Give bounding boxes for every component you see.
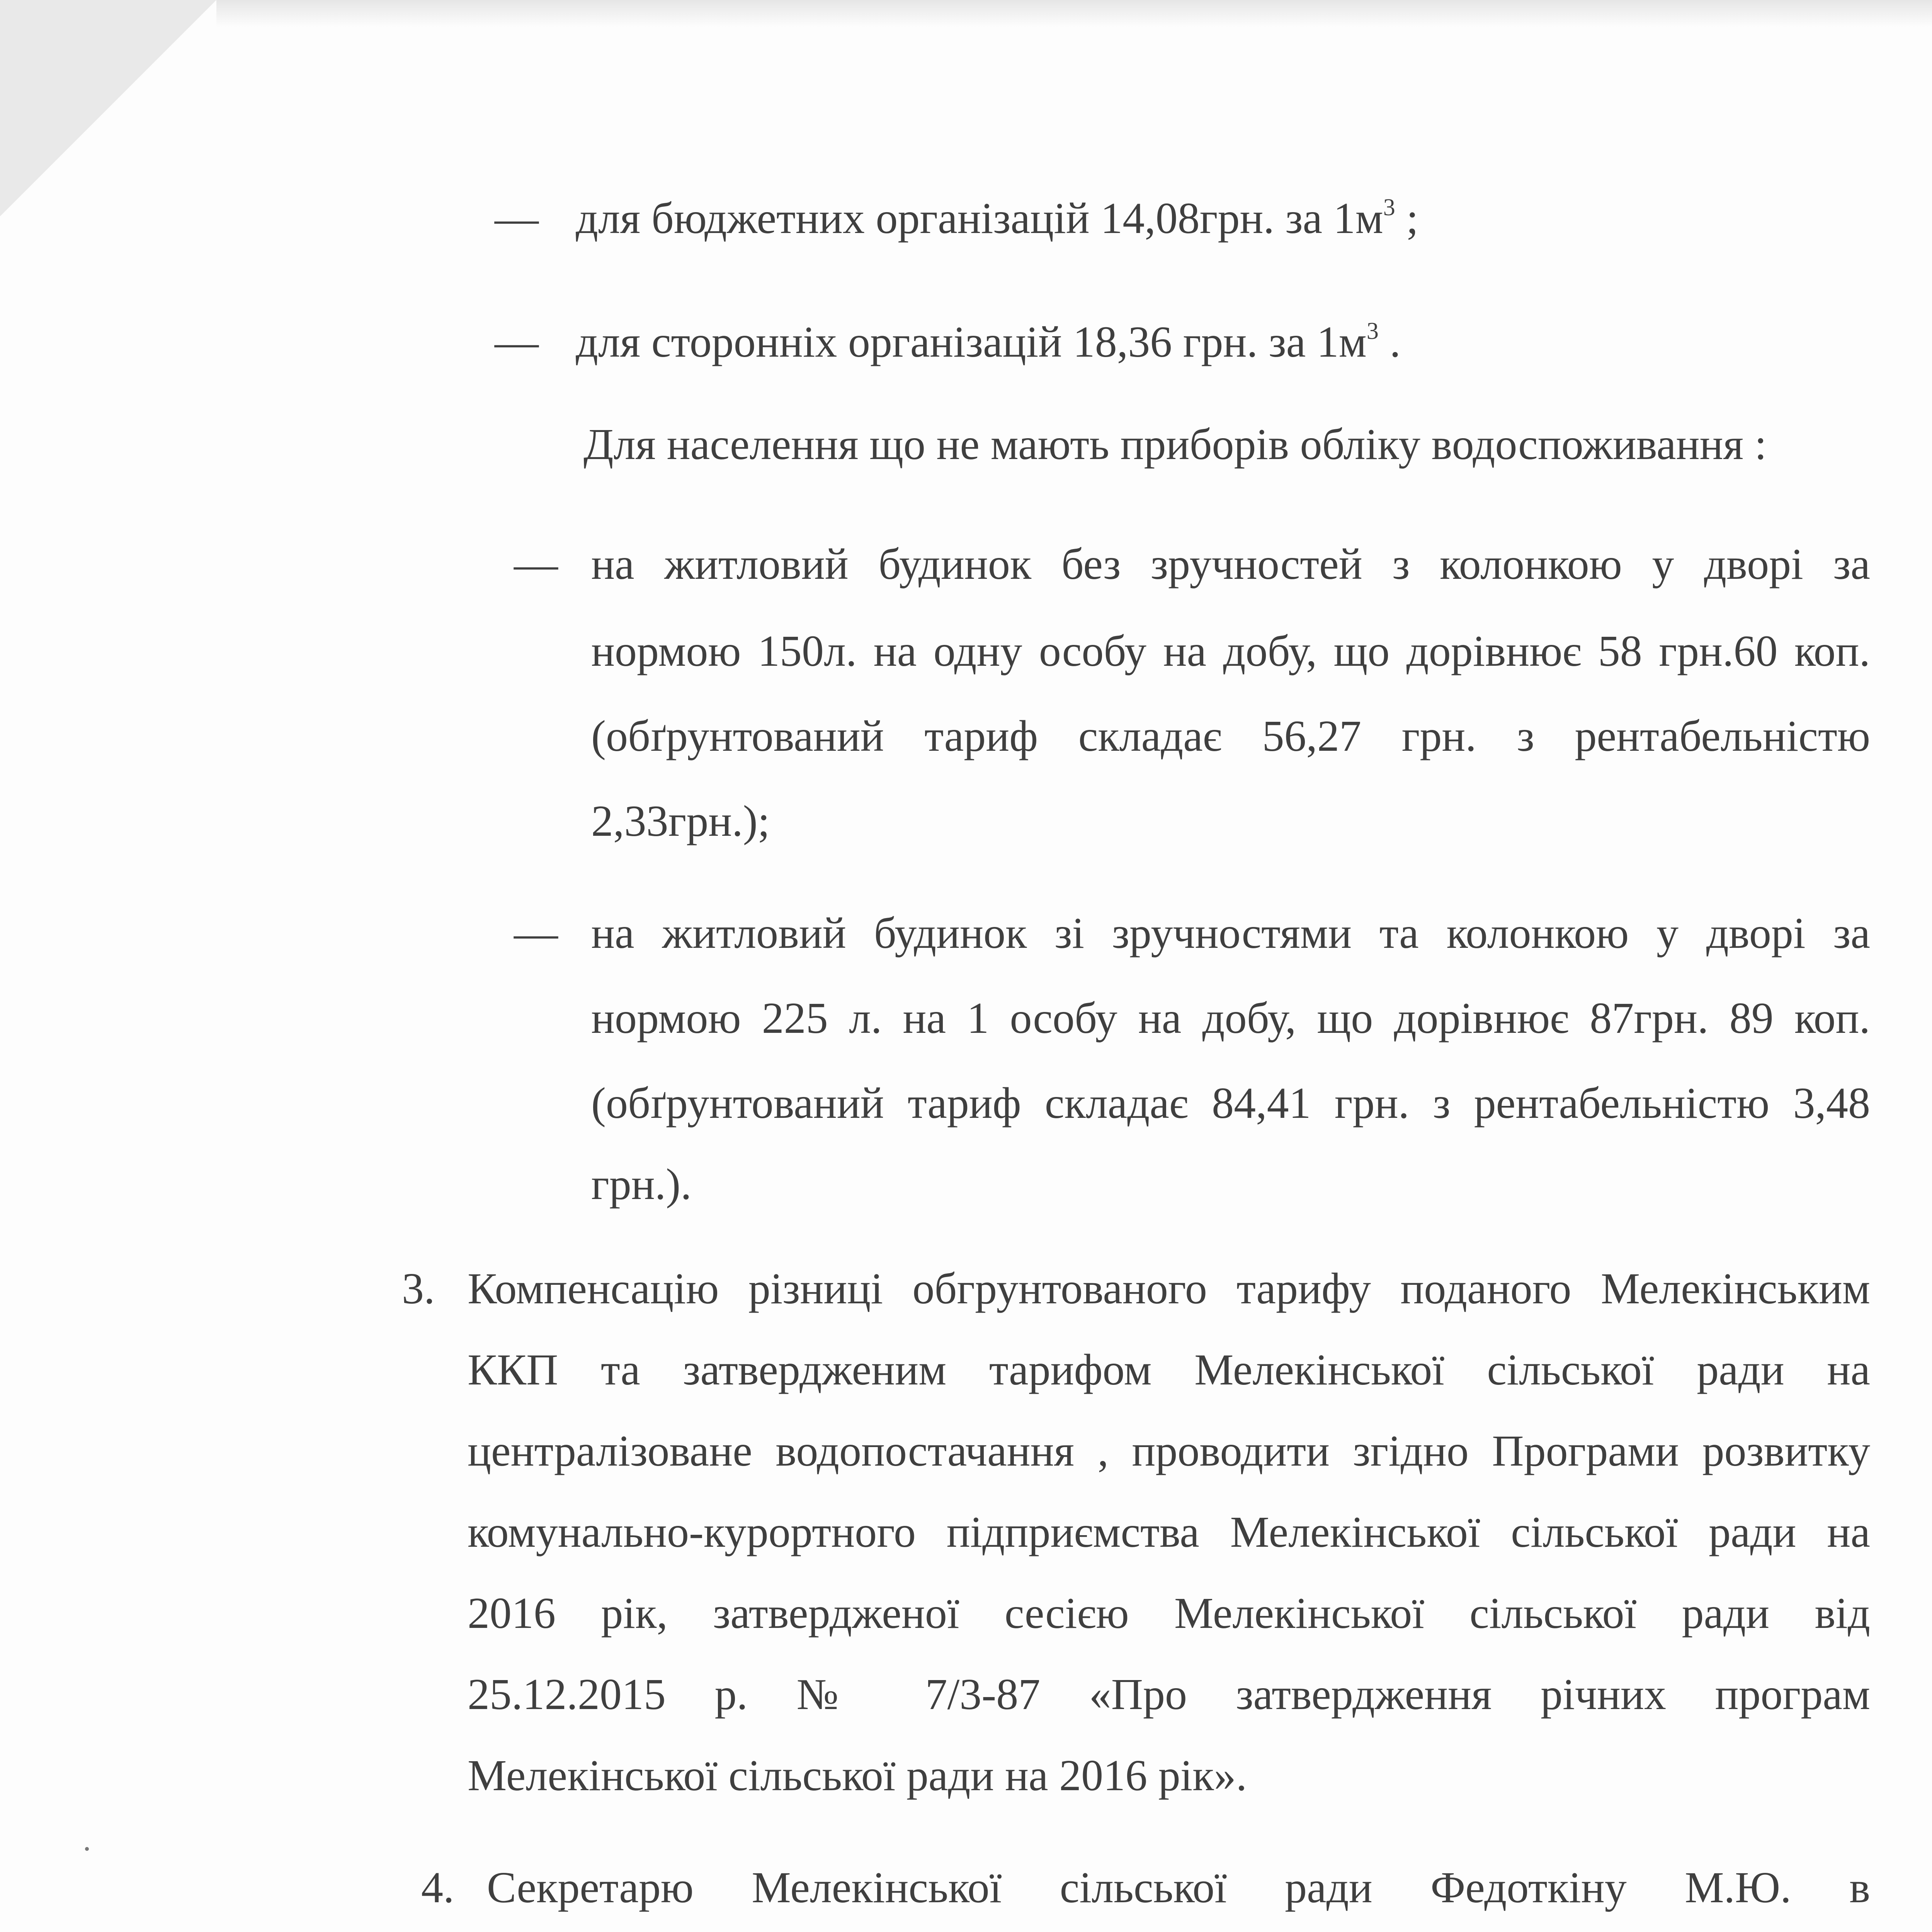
- point-4-number: 4.: [421, 1863, 454, 1912]
- population-item2-line3: (обґрунтований тариф складає 84,41 грн. з рентабельністю 3,48: [591, 1078, 1870, 1128]
- point-3-number: 3.: [402, 1264, 435, 1313]
- population-item1-line2: нормою 150л. на одну особу на добу, що дорівнює 58 грн.60 коп.: [591, 626, 1870, 675]
- point-3-line1: Компенсацію різниці обгрунтованого тарифу поданого Мелекінським: [468, 1264, 1870, 1313]
- population-item1-line3: (обґрунтований тариф складає 56,27 грн. з рентабельністю: [591, 711, 1870, 760]
- population-item2-line4: грн.).: [591, 1160, 692, 1209]
- point-3-line2: ККП та затвердженим тарифом Мелекінської сільської ради на: [468, 1345, 1870, 1394]
- list-dash: —: [495, 317, 539, 366]
- tariff-third-party-line: [576, 313, 1401, 371]
- cubic-superscript: 3: [1383, 194, 1395, 221]
- tariff-third-party-tail: .: [1389, 317, 1401, 366]
- population-item2-line1: на житловий будинок зі зручностями та колонкою у дворі за: [591, 908, 1870, 957]
- point-3-line6: 25.12.2015 р. № 7/3-87 «Про затвердження річних програм: [468, 1670, 1870, 1719]
- list-dash: —: [495, 194, 539, 243]
- tariff-budget-line: [576, 189, 1418, 247]
- point-3-line5: 2016 рік, затвердженої сесією Мелекінської сільської ради від: [468, 1588, 1870, 1638]
- tariff-budget-tail: ;: [1406, 194, 1418, 243]
- point-4-line1: Секретарю Мелекінської сільської ради Федоткіну М.Ю. в: [487, 1863, 1870, 1912]
- point-3-line3: централізоване водопостачання , проводити згідно Програми розвитку: [468, 1426, 1870, 1475]
- population-item1-line4: 2,33грн.);: [591, 796, 770, 845]
- point-3-line7: Мелекінської сільської ради на 2016 рік».: [468, 1751, 1247, 1800]
- population-item1-line1: на житловий будинок без зручностей з колонкою у дворі за: [591, 539, 1870, 588]
- list-dash: —: [514, 539, 558, 588]
- population-item2-line2: нормою 225 л. на 1 особу на добу, що дорівнює 87грн. 89 коп.: [591, 993, 1870, 1043]
- tariff-third-party-text: для сторонніх організацій 18,36 грн. за 1м: [576, 317, 1367, 366]
- cubic-superscript: 3: [1366, 318, 1379, 344]
- folded-corner: [0, 0, 216, 216]
- scan-speck: [85, 1847, 89, 1851]
- population-intro: Для населення що не мають приборів обліку водоспоживання :: [583, 420, 1767, 469]
- page-edge-shadow: [216, 0, 1932, 27]
- tariff-budget-text: для бюджетних організацій 14,08грн. за 1м: [576, 194, 1383, 243]
- point-3-line4: комунально-курортного підприємства Мелекінської сільської ради на: [468, 1507, 1870, 1556]
- list-dash: —: [514, 908, 558, 957]
